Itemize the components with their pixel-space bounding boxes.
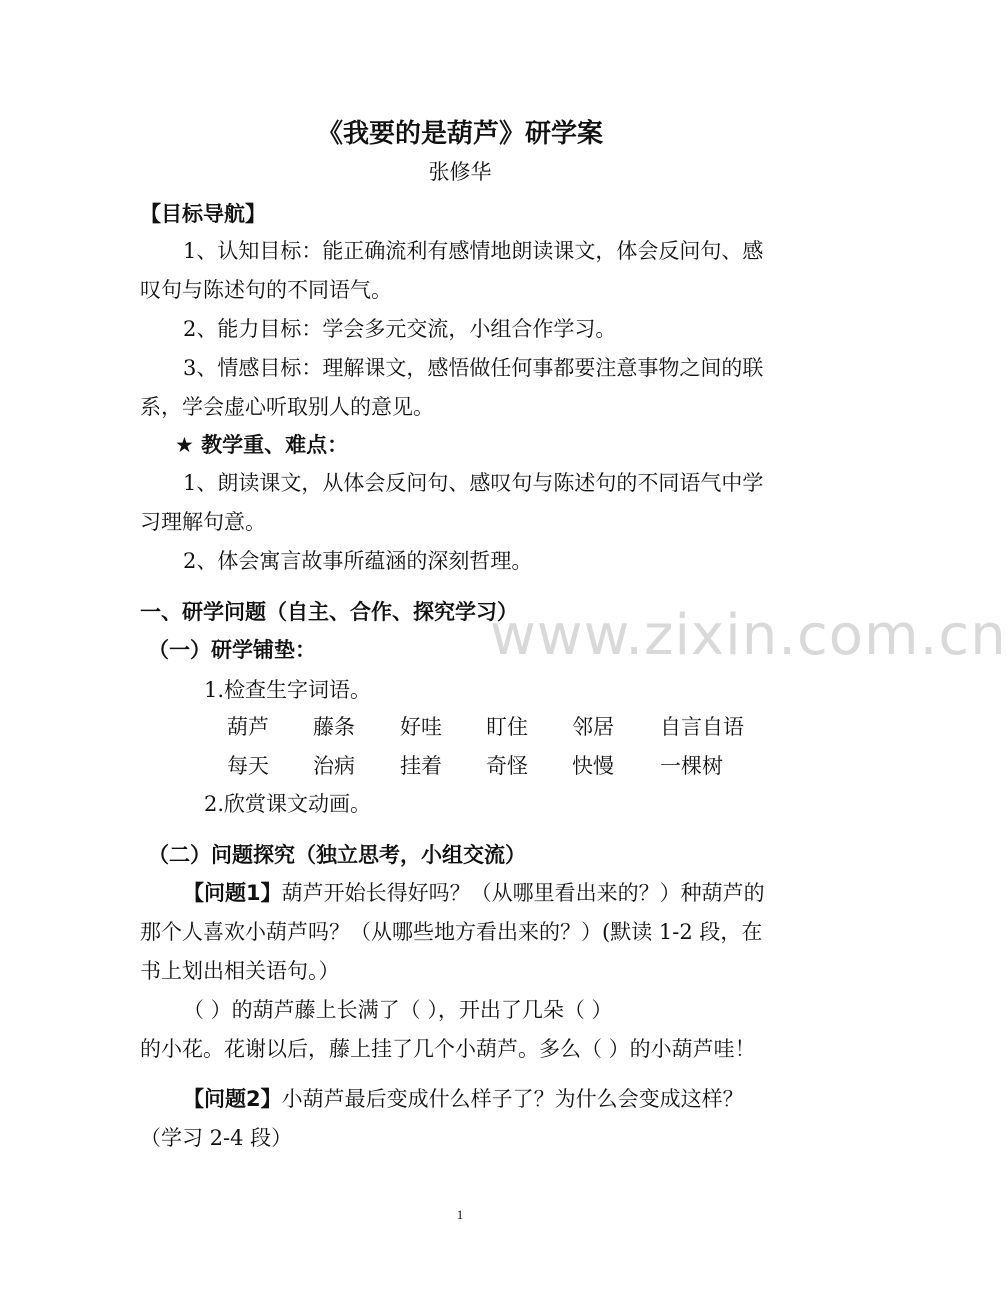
key-point-1-line-1: 1、朗读课文，从体会反问句、感叹句与陈述句的不同语气中学: [183, 471, 764, 495]
subsection-2-heading: （二）问题探究（独立思考，小组交流）: [148, 843, 526, 867]
goal-1-line-2: 叹句与陈述句的不同语气。: [140, 278, 392, 302]
fill-blank-line-2: 的小花。花谢以后，藤上挂了几个小葫芦。多么（ ）的小葫芦哇！: [140, 1037, 756, 1061]
question-1-text: 葫芦开始长得好吗？（从哪里看出来的？）种葫芦的: [281, 881, 765, 905]
question-1-line-2: 那个人喜欢小葫芦吗？（从哪些地方看出来的？）(默读 1-2 段，在: [140, 920, 763, 944]
goal-2-line-1: 2、能力目标：学会多元交流，小组合作学习。: [183, 317, 617, 341]
author-name: 张修华: [428, 160, 492, 184]
fill-blank-line-1: （ ）的葫芦藤上长满了（ ），开出了几朵（ ）: [183, 998, 613, 1022]
question-1-line-1: [183, 879, 765, 907]
vocab-word: 葫芦: [227, 715, 269, 739]
vocab-word: 自言自语: [660, 715, 744, 739]
vocab-word: 治病: [313, 754, 355, 778]
vocab-word: 邻居: [572, 715, 614, 739]
question-1-line-3: 书上划出相关语句。）: [140, 959, 340, 983]
part-1-heading: 一、研学问题（自主、合作、探究学习）: [140, 600, 518, 624]
goal-1-line-1: 1、认知目标：能正确流利有感情地朗读课文，体会反问句、感: [183, 239, 764, 263]
vocab-word: 一棵树: [660, 754, 723, 778]
key-point-1-line-2: 习理解句意。: [140, 510, 266, 534]
goal-3-line-1: 3、情感目标：理解课文，感悟做任何事都要注意事物之间的联: [183, 356, 764, 380]
key-points-heading: ★ 教学重、难点：: [175, 433, 349, 457]
watermark: www.zixin.com.cn: [490, 603, 1007, 668]
goals-heading: 【目标导航】: [140, 202, 266, 226]
key-point-2-line-1: 2、体会寓言故事所蕴涵的深刻哲理。: [183, 549, 533, 573]
task-1: 1.检查生字词语。: [204, 678, 372, 702]
vocab-word: 挂着: [400, 754, 442, 778]
vocab-word: 每天: [227, 754, 269, 778]
page-number: 1: [456, 1207, 464, 1222]
vocab-word: 快慢: [572, 754, 614, 778]
task-2: 2.欣赏课文动画。: [204, 792, 372, 816]
question-2-text: 小葫芦最后变成什么样子了？为什么会变成这样？: [281, 1087, 744, 1111]
goal-3-line-2: 系，学会虚心听取别人的意见。: [140, 395, 434, 419]
question-2-tag: 【问题2】: [183, 1087, 282, 1111]
document-title: 《我要的是葫芦》研学案: [316, 119, 603, 149]
vocab-word: 盯住: [486, 715, 528, 739]
question-2-line-1: [183, 1085, 744, 1113]
question-2-line-2: （学习 2-4 段）: [140, 1126, 293, 1150]
vocab-word: 好哇: [400, 715, 442, 739]
vocab-word: 藤条: [313, 715, 355, 739]
subsection-1-heading: （一）研学铺垫：: [148, 638, 316, 662]
question-1-tag: 【问题1】: [183, 881, 282, 905]
vocab-word: 奇怪: [486, 754, 528, 778]
